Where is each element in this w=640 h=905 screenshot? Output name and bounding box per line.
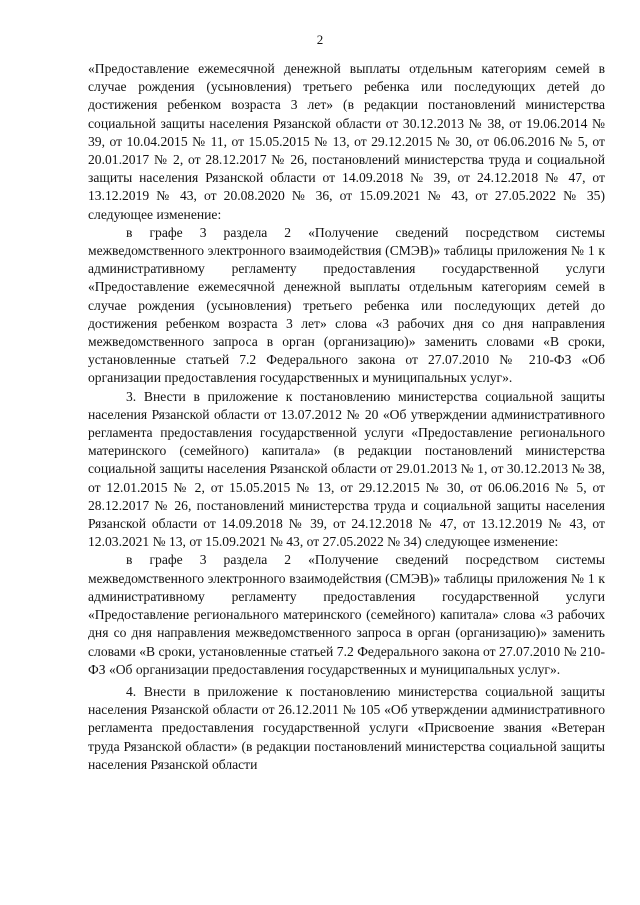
paragraph-continuation: «Предоставление ежемесячной денежной выплаты отдельным категориям семей в случае рождения (усыновления) третьего ребенка или последующих детей до достижения ребенком возраста 3 лет» (в редакции постановлений министерства социальной защиты населения Рязанской области от 30.12.2013 № 38, от 19.06.2014 № 39, от 10.04.2015 № 11, от 15.05.2015 № 13, от 29.12.2015 № 30, от 06.06.2016 № 5, от 20.01.2017 № 2, от 28.12.2017 № 26, постановлений министерства труда и социальной защиты населения Рязанской области от 14.09.2018 № 39, от 24.12.2018 № 47, от 13.12.2019 № 43, от 20.08.2020 № 36, от 15.09.2021 № 43, от 27.05.2022 № 35) следующее изменение: [88,61,605,222]
document-body [88,60,605,774]
paragraph-amendment-2: в графе 3 раздела 2 «Получение сведений посредством системы межведомственного электронного взаимодействия (СМЭВ)» таблицы приложения № 1 к административному регламенту предоставления государственной услуги «Предоставление ежемесячной денежной выплаты отдельным категориям семей в случае рождения (усыновления) третьего ребенка или последующих детей до достижения ребенком возраста 3 лет» слова «3 рабочих дня со дня направления межведомственного запроса в орган (организацию)» заменить словами «В сроки, установленные статьей 7.2 Федерального закона от 27.07.2010 № 210-ФЗ «Об организации предоставления государственных и муниципальных услуг». [88,224,605,386]
paragraph-amendment-3: в графе 3 раздела 2 «Получение сведений посредством системы межведомственного электронного взаимодействия (СМЭВ)» таблицы приложения № 1 к административному регламенту предоставления государственной услуги «Предоставление регионального материнского (семейного) капитала» слова «3 рабочих дня со дня направления межведомственного запроса в орган (организацию)» заменить словами «В сроки, установленные статьей 7.2 Федерального закона от 27.07.2010 № 210-ФЗ «Об организации предоставления государственных и муниципальных услуг». [88,552,605,677]
paragraph-item-3: 3. Внести в приложение к постановлению министерства социальной защиты населения Рязанской области от 13.07.2012 № 20 «Об утверждении административного регламента предоставления государственной услуги «Предоставление регионального материнского (семейного) капитала» (в редакции постановлений министерства социальной защиты населения Рязанской области от 29.01.2013 № 1, от 30.12.2013 № 38, от 12.01.2015 № 2, от 15.05.2015 № 13, от 29.12.2015 № 30, от 06.06.2016 № 5, от 28.12.2017 № 26, постановлений министерства труда и социальной защиты населения Рязанской области от 14.09.2018 № 39, от 24.12.2018 № 47, от 13.12.2019 № 43, от 12.03.2021 № 13, от 15.09.2021 № 43, от 27.05.2022 № 34) следующее изменение: [88,388,605,550]
page-number: 2 [316,32,324,47]
paragraph-item-4: 4. Внести в приложение к постановлению министерства социальной защиты населения Рязанской области от 26.12.2011 № 105 «Об утверждении административного регламента предоставления государственной услуги «Присвоение звания «Ветеран труда Рязанской области» (в редакции постановлений министерства социальной защиты населения Рязанской области [88,683,605,772]
